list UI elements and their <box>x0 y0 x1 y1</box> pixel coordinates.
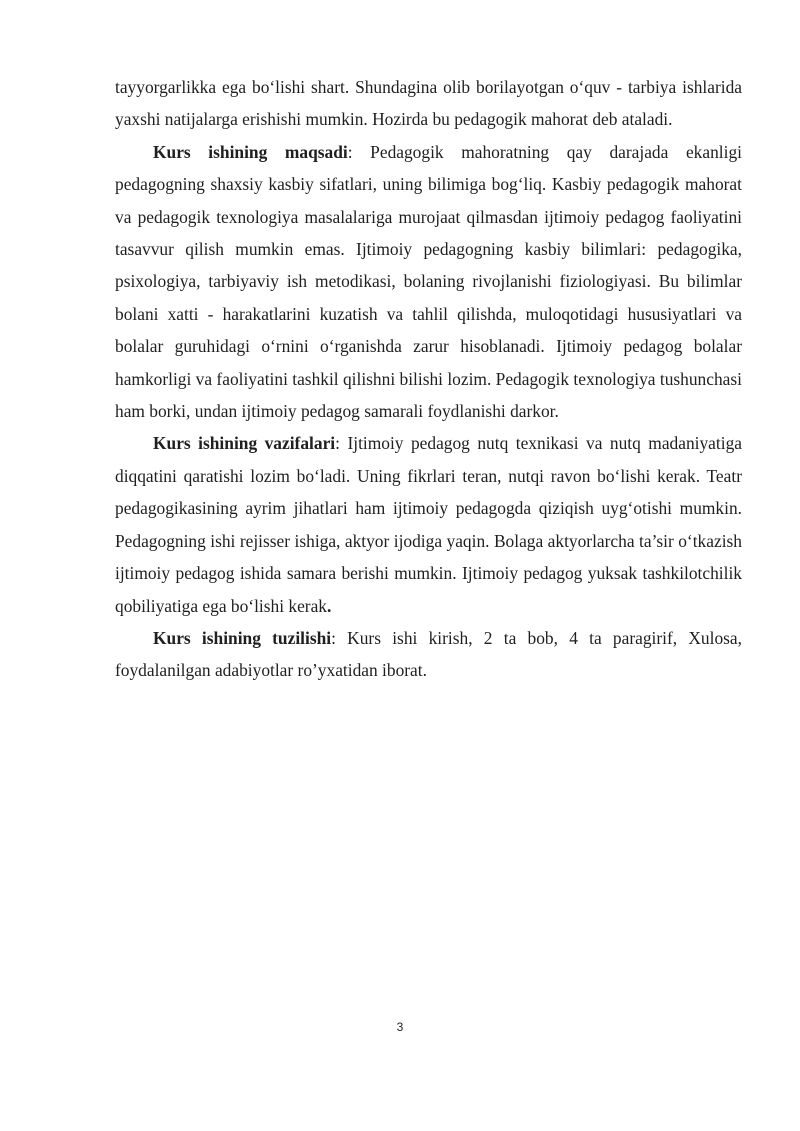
paragraph-goal <box>115 136 742 428</box>
heading-separator: : <box>331 627 336 648</box>
paragraph-end-mark: . <box>327 595 332 616</box>
paragraph-heading: Kurs ishining vazifalari <box>153 433 336 454</box>
body-text <box>115 71 742 687</box>
page-number: 3 <box>396 1020 404 1034</box>
paragraph-text: Kurs ishi kirish, 2 ta bob, 4 ta paragirif, Xulosa, foydalanilgan adabiyotlar ro’yxatidan iborat. <box>115 627 742 681</box>
paragraph-text: tayyorgarlikka ega bo‘lishi shart. Shundagina olib borilayotgan o‘quv - tarbiya ishlarida yaxshi natijalarga erishishi mumkin. Hozirda bu pedagogik mahorat deb ataladi. <box>115 77 742 130</box>
paragraph-heading: Kurs ishining maqsadi <box>153 141 348 162</box>
paragraph-intro-continuation <box>115 71 742 136</box>
paragraph-text: Ijtimoiy pedagog nutq texnikasi va nutq madaniyatiga diqqatini qaratishi lozim bo‘ladi. Uning fikrlari teran, nutqi ravon bo‘lishi kerak. Teatr pedagogikasining ayrim jihatlari ham ijtimoiy pedagogda qiziqish uyg‘otishi mumkin. Pedagogning ishi rejisser ishiga, aktyor ijodiga yaqin. Bolaga aktyorlarcha ta’sir o‘tkazish ijtimoiy pedagog ishida samara berishi mumkin. Ijtimoiy pedagog yuksak tashkilotchilik qobiliyatiga ega bo‘lishi kerak <box>115 433 742 616</box>
paragraph-heading: Kurs ishining tuzilishi <box>153 627 332 648</box>
heading-separator: : <box>347 141 353 162</box>
paragraph-structure <box>115 622 742 687</box>
heading-separator: : <box>335 433 340 454</box>
paragraph-tasks <box>115 427 742 621</box>
paragraph-text: Pedagogik mahoratning qay darajada ekanligi pedagogning shaxsiy kasbiy sifatlari, uning bilimiga bog‘liq. Kasbiy pedagogik mahorat va pedagogik texnologiya masalalariga murojaat qilmasdan ijtimoiy pedagog faoliyatini tasavvur qilish mumkin emas. Ijtimoiy pedagogning kasbiy bilimlari: pedagogika, psixologiya, tarbiyaviy ish metodikasi, bolaning rivojlanishi fiziologiyasi. Bu bilimlar bolani xatti - harakatlarini kuzatish va tahlil qilishda, muloqotidagi hususiyatlari va bolalar guruhidagi o‘rnini o‘rganishda zarur hisoblanadi. Ijtimoiy pedagog bolalar hamkorligi va faoliyatini tashkil qilishni bilishi lozim. Pedagogik texnologiya tushunchasi ham borki, undan ijtimoiy pedagog samarali foydlanishi darkor. <box>115 141 742 422</box>
